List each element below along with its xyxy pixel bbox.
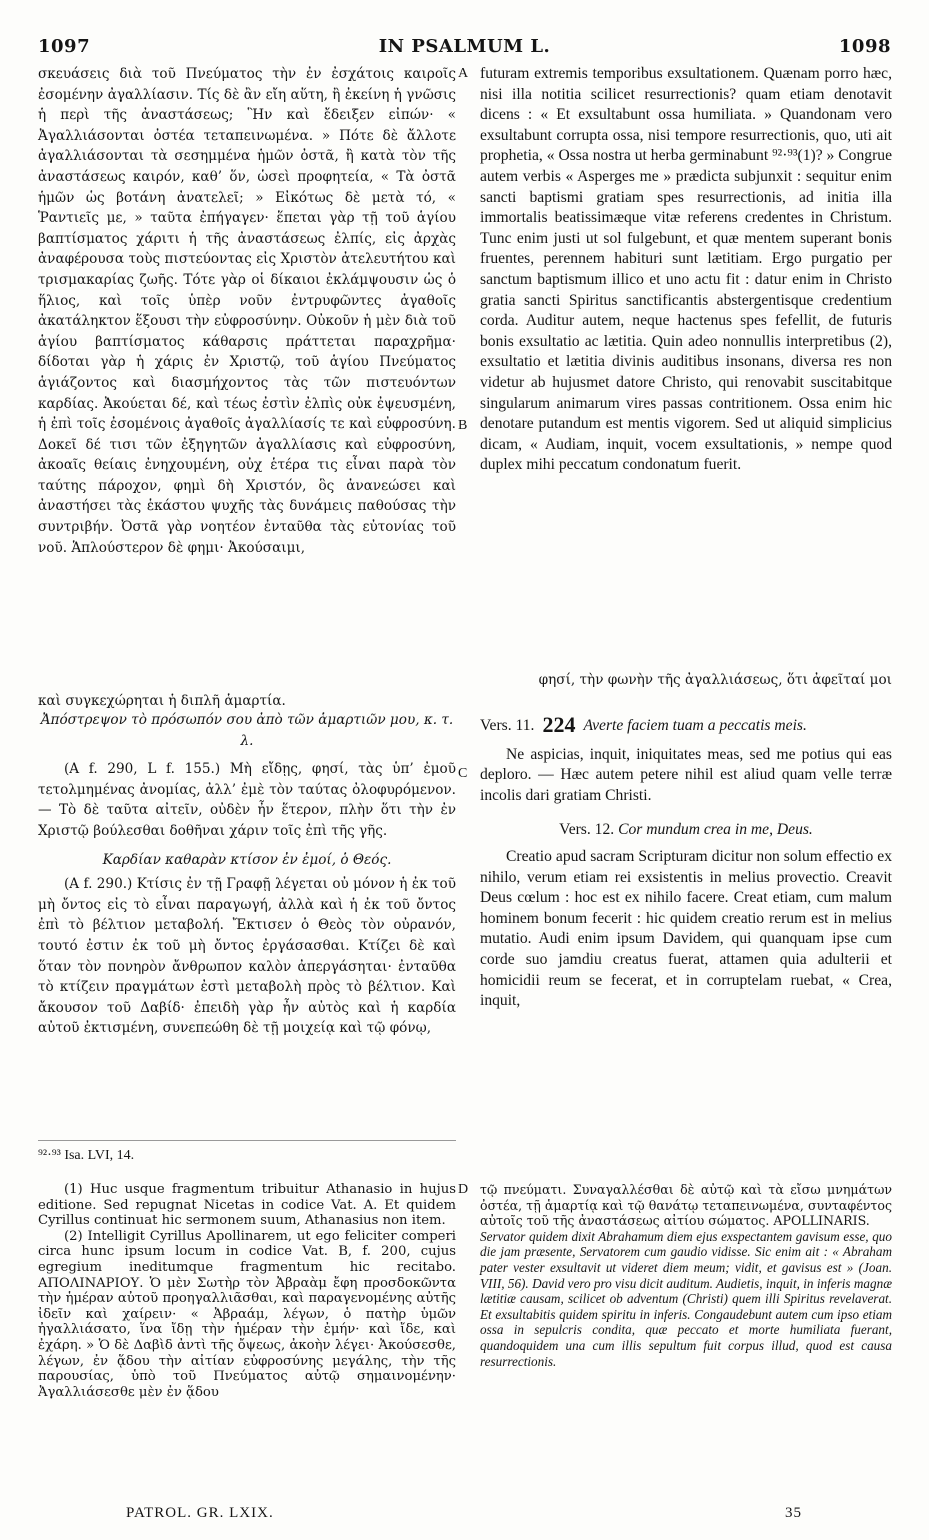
footnote-rule <box>38 1140 456 1141</box>
margin-letter-c: C <box>458 766 468 781</box>
footnote-1: (1) Huc usque fragmentum tribuitur Athanasio in hujus editione. Sed repugnat Nicetas in codice Vat. A. Et quidem Cyrillus continuat hic sermonem suum, Athanasius non item. <box>38 1182 456 1229</box>
latin-footnote-continuation <box>480 1182 892 1369</box>
column-number: 224 <box>542 712 576 737</box>
footnotes <box>38 1182 456 1400</box>
verse-12-text: Cor mundum crea in me, Deus. <box>618 821 813 839</box>
footer-signature: 35 <box>785 1505 802 1521</box>
greek-column-top <box>38 64 456 558</box>
footnote-2: (2) Intelligit Cyrillus Apollinarem, ut ego feliciter comperi circa hunc ipsum locum in codice Vat. B, f. 200, cujus egregium ineditumque fragmentum hic recitabo. ΑΠΟΛΙΝΑΡΙΟΥ. Ὁ μὲν Σωτὴρ τὸν Ἀβραὰμ ἔφη προσδοκῶντα τὴν ἡμέραν αὐτοῦ προηγαλλιᾶσθαι, καὶ παραγενομένης αὐτῆς ἰδεῖν καὶ χαίρειν· « Ἀβραάμ, λέγων, ὁ πατὴρ ὑμῶν ἠγαλλιάσατο, ἵνα ἴδῃ τὴν ἡμέραν τὴν ἐμήν· καὶ ἴδε, καὶ ἐχάρη. » Ὁ δὲ Δαβὶδ ἀντὶ τῆς ὄψεως, ἀκοὴν λέγει· Ἀκούσεσθε, λέγων, ἐν ᾅδου τὴν αἰτίαν εὐφροσύνης μεγάλης, τὴν τῆς παρουσίας, ὑπὸ τοῦ Πνεύματος αὐτῷ σημαινομένην· Ἀγαλλιάσεσθε μὲν ἐν ᾅδου <box>38 1228 456 1400</box>
latin-verse-12-paragraph: Creatio apud sacram Scripturam dicitur non solum effectio ex nihilo, verum etiam rei exsistentis in melius provectio. Creavit Deus cœlum : hoc est ex nihilo facere. Creat etiam, cum malum hominem bonum fecerit : hic quidem creatio rerum est in melius mutatio. Audi enim ipsum Davidem, qui quanquam ipse cum corde suo jamdiu creatus fuerat, attamen quia adulterii et homicidii reum se fecerat, et in corruptelam ruebat, « Crea, inquit, <box>480 847 892 1010</box>
latin-note-translation: Servator quidem dixit Abrahamum diem ejus exspectantem gavisum esse, quo die jam præsente, Servatorem cum gaudio vidisse. Sic enim ait : « Abraham pater vester exsultavit ut videret diem meum; vidit, et gavisus est » (Joan. VIII, 56). David vero pro visu dicit auditum. Audietis, inquit, in inferis magnæ lætitiæ causam, scilicet ob adventum (Christi) quem illi Spiritus revelaverat. Et exsultabitis quidem spiritu in inferis. Congaudebunt autem cum ipso etiam ossa in sepulcris condita, quæ peccato et morte humiliata fuerant, quandoquidem una cum illis sepultum fuit corpus illud, quod est causa resurrectionis. <box>480 1228 892 1369</box>
footer-volume: PATROL. GR. LXIX. <box>126 1505 274 1521</box>
running-title: IN PSALMUM L. <box>378 36 551 57</box>
latin-paragraph: futuram extremis temporibus exsultationem. Quænam porro hæc, nisi illa notitia scilicet resurrectionis? quam etiam denotavit dicens : « Et exsultabunt ossa humiliata. » Quandonam vero exsultabunt corrupta ossa, nisi tempore resurrectionis, quo, uti ait prophetia, « Ossa nostra ut herba germinabunt ⁹²·⁹³(1)? » Congrue autem verbis « Asperges me » prædicta subjunxit : sequitur enim sancti baptismi gratiam spes resurrectionis, ad initia illa immortalis beatissimæque vitæ referens credentes in Christum. Tunc enim justi ut sol fulgebunt, et quæ mentem superant bonis fruentes, perennem habituri sunt lætitiam. Ergo purgatio per sanctum baptismum illico et uno actu fit : datur enim in Christo gratia sancti Spiritus sanctificantis abstergentisque credentium corda. Auditur autem, neque hactenus spes fefellit, de futuris bonis exsultatio ac lætitia. Quin adeo nonnullis interpretibus (2), exsultatio et lætitia divinis auditibus insonans, diversa res non videtur ab hujusmet datore Christo, qui renovabit suscitabitque singularum animarum vires passas contritionem. Ossa enim hic denotare putandum est mentis vigorem. Sed ut aliquid simplicius dicam, « Audiam, inquit, vocem exsultationis, » nempe quod duplex mihi peccatum condonatum fuerit. <box>480 65 892 474</box>
greek-column-verses <box>38 710 456 1039</box>
latin-column-verses <box>480 712 892 1012</box>
greek-verse-11-heading: Ἀπόστρεψον τὸ πρόσωπόν σου ἀπὸ τῶν ἁμαρτιῶν μου, κ. τ. λ. <box>40 712 454 749</box>
greek-carry-over: φησί, τὴν φωνὴν τῆς ἀγαλλιάσεως, ὅτι ἀφεῖταί μοι <box>538 672 892 688</box>
verse-11-label: Vers. 11. <box>480 717 535 734</box>
latin-verse-12-heading <box>480 820 892 841</box>
greek-verse-11-text: (A f. 290, L f. 155.) Μὴ εἴδῃς, φησί, τὰς ὑπ’ ἐμοῦ τετολμημένας ἀνομίας, ἀλλ’ ἐμὲ τὸν ταύτας ὀλοφυρόμενον. — Τὸ δὲ ταῦτα αἰτεῖν, οὐδὲν ἦν ἕτερον, πλὴν ὅτι τὴν ἐν Χριστῷ βούλεσθαι δοθῆναι χάριν τοῖς ἐπὶ τῆς γῆς. <box>38 761 456 839</box>
greek-verse-12-heading: Καρδίαν καθαρὰν κτίσον ἐν ἐμοί, ὁ Θεός. <box>102 851 392 868</box>
left-page-number: 1097 <box>38 36 91 57</box>
latin-note-greek: τῷ πνεύματι. Συναγαλλέσθαι δὲ αὐτῷ καὶ τὰ εἴσω μνημάτων ὀστέα, τῇ ἁμαρτίᾳ καὶ τῷ θανάτῳ τεταπεινωμένα, συνταφέντος αὐτοῖς τοῦ τῆς ἀναστάσεως αἰτίου σώματος. APOLLINARIS. <box>480 1182 892 1229</box>
right-page-number: 1098 <box>838 36 891 57</box>
scripture-reference: ⁹²·⁹³ Isa. LVI, 14. <box>38 1148 135 1163</box>
verse-12-label: Vers. 12. <box>559 821 615 839</box>
latin-column-top <box>480 64 892 476</box>
margin-letter-b: B <box>458 418 468 433</box>
verse-11-text: Averte faciem tuam a peccatis meis. <box>583 717 807 734</box>
greek-verse-12-text: (A f. 290.) Κτίσις ἐν τῇ Γραφῇ λέγεται οὐ μόνον ἡ ἐκ τοῦ μὴ ὄντος εἰς τὸ εἶναι παραγωγή, ἀλλὰ καὶ ἡ ἐκ τοῦ ὄντος ἐπὶ τὸ βέλτιον μεταβολή. Ἔκτισεν ὁ Θεὸς τὸν οὐρανόν, τουτό ἐστιν ἐκ τοῦ μὴ ὄντος ἐργάσασθαι. Κτίζει δὲ καὶ ὅταν τὸν πονηρὸν ἄνθρωπον καλὸν ἀπεργάσηται· ἐνταῦθα τὸ κτίζειν πραγμάτων ἐστὶ μεταβολὴ πρὸς τὸ βέλτιον. Καὶ ἄκουσον τοῦ Δαβίδ· ἐπειδὴ γὰρ ἦν αὐτὸς καὶ ἡ καρδία αὐτοῦ ἐκτισμένη, συνεπεώθη δὲ τῇ μοιχείᾳ καὶ τῷ φόνῳ, <box>38 876 456 1037</box>
greek-bridge-line: καὶ συγκεχώρηται ἡ διπλῆ ἁμαρτία. <box>38 692 286 709</box>
latin-verse-11-paragraph: Ne aspicias, inquit, iniquitates meas, sed me potius qui eas deploro. — Hæc autem petere nihil est aliud quam velle terræ incolis dari gratiam Christi. <box>480 745 892 804</box>
margin-letter-d: D <box>458 1182 469 1197</box>
margin-letter-a: A <box>458 66 469 81</box>
greek-paragraph: σκευάσεις διὰ τοῦ Πνεύματος τὴν ἐν ἐσχάτοις καιροῖς ἐσομένην ἀγαλλίασιν. Τίς δὲ ἂν εἴη αὕτη, ἢ ἐκείνη ἡ γνῶσις ἡ περὶ τῆς ἀναστάσεως; Ἣν καὶ ἔδειξεν εἰπών· « Ἀγαλλιάσονται ὀστέα τεταπεινωμένα. » Πότε δὲ ἄλλοτε ἀγαλλιάσονται τὰ σεσημμένα ἡμῶν ὀστᾶ, ἢ κατὰ τὸν τῆς ἀναστάσεως καιρόν, καθ’ ὅν, ὡσεὶ προφητεία, « Τὰ ὀστᾶ ἡμῶν ὡς βοτάνη ἀνατελεῖ; » Εἰκότως δὲ μετὰ τό, « Ῥαντιεῖς με, » ταῦτα ἐπήγαγεν· ἕπεται γὰρ τῇ τοῦ ἁγίου βαπτίσματος χάριτι ἡ τῆς ἀναστάσεως ἐλπίς, εἰς ἀρχὰς ἀναφέρουσα τοὺς πιστεύοντας εἰς Χριστὸν ἀτελευτήτου καὶ τρισμακαρίας ζωῆς. Τότε γὰρ οἱ δίκαιοι ἐκλάμψουσιν ὡς ὁ ἥλιος, καὶ τοῖς ὑπὲρ νοῦν ἐντρυφῶντες ἀγαθοῖς ἀκατάληκτον ἕξουσι τὴν εὐφροσύνην. Οὐκοῦν ἡ μὲν διὰ τοῦ ἁγίου βαπτίσματος κάθαρσις πράττεται παραχρῆμα· δίδοται γὰρ ἡ χάρις ἐν Χριστῷ, τοῦ ἁγίου Πνεύματος ἁγιάζοντος καὶ διασμήχοντος τὰς τῶν πιστευόντων καρδίας. Ἀκούεται δέ, καὶ τέως ἐστὶν ἐλπὶς οὐκ ἐψευσμένη, ἡ ἐπὶ τοῖς ἐσομένοις ἀγαθοῖς ἀγαλλίασίς τε καὶ εὐφροσύνη. Δοκεῖ δέ τισι τῶν ἐξηγητῶν ἀγαλλίασις καὶ εὐφροσύνη, ἀκοαῖς θείαις ἐνηχουμένη, οὐχ ἑτέρα τις εἶναι παρὰ τὸν ταύτης πάροχον, φημὶ δὴ Χριστόν, ὃς ἀνανεώσει καὶ ἀναστήσει τὰς ἑκάστου ψυχῆς τὰς δυνάμεις παθούσας τὴν συντριβήν. Ὀστᾶ γὰρ νοητέον ἐνταῦθα τὰς εὐτονίας τοῦ νοῦ. Ἁπλούστερον δὲ φημι· Ἀκούσαιμι, <box>38 66 456 556</box>
bridge-line <box>38 670 892 711</box>
latin-verse-11-heading <box>480 712 892 737</box>
